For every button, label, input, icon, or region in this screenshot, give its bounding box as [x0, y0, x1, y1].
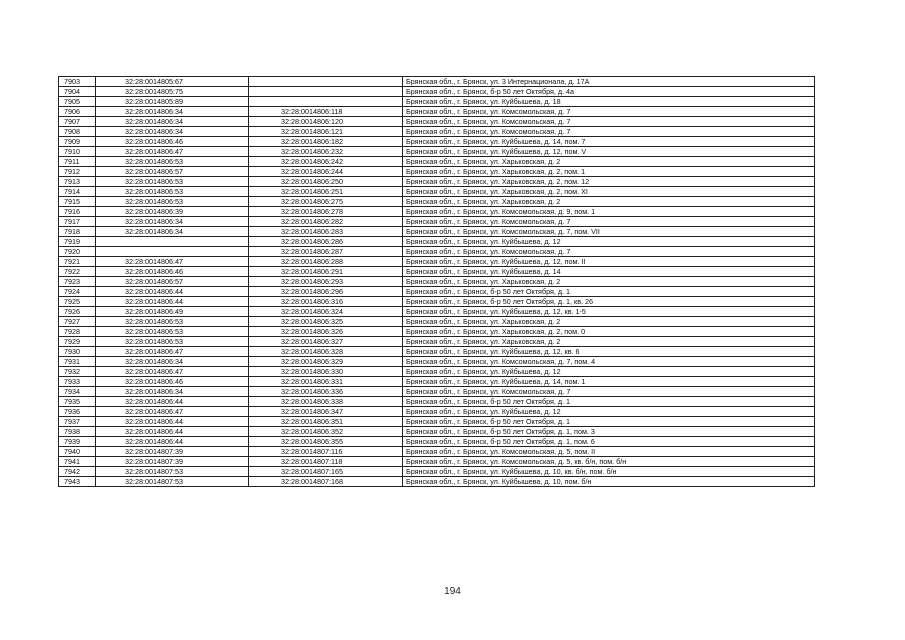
- cadastral-number-parent-cell: 32:28:0014806:34: [96, 387, 249, 397]
- cadastral-number-parent-cell: 32:28:0014806:47: [96, 257, 249, 267]
- row-number-cell: 7939: [59, 437, 96, 447]
- row-number-cell: 7927: [59, 317, 96, 327]
- table-row: [59, 187, 815, 197]
- cadastral-number-cell: 32:28:0014806:336: [249, 387, 403, 397]
- row-number-cell: 7929: [59, 337, 96, 347]
- table-row: [59, 197, 815, 207]
- row-number-cell: 7931: [59, 357, 96, 367]
- cadastral-number-parent-cell: 32:28:0014806:47: [96, 367, 249, 377]
- row-number-cell: 7908: [59, 127, 96, 137]
- table-row: [59, 447, 815, 457]
- table-row: [59, 87, 815, 97]
- address-cell: Брянская обл., г. Брянск, ул. Комсомольская, д. 7: [403, 217, 815, 227]
- cadastral-number-parent-cell: 32:28:0014806:44: [96, 417, 249, 427]
- cadastral-number-cell: 32:28:0014806:288: [249, 257, 403, 267]
- cadastral-number-parent-cell: 32:28:0014806:46: [96, 137, 249, 147]
- row-number-cell: 7936: [59, 407, 96, 417]
- row-number-cell: 7903: [59, 77, 96, 87]
- table-row: [59, 287, 815, 297]
- cadastral-number-parent-cell: 32:28:0014806:34: [96, 357, 249, 367]
- cadastral-number-parent-cell: 32:28:0014807:53: [96, 467, 249, 477]
- table-row: [59, 107, 815, 117]
- cadastral-number-cell: 32:28:0014806:325: [249, 317, 403, 327]
- address-cell: Брянская обл., г. Брянск, б-р 50 лет Октября, д. 1, пом. 6: [403, 437, 815, 447]
- cadastral-number-cell: 32:28:0014806:287: [249, 247, 403, 257]
- address-cell: Брянская обл., г. Брянск, ул. Куйбышева, д. 14, пом. 7: [403, 137, 815, 147]
- cadastral-number-parent-cell: 32:28:0014806:34: [96, 127, 249, 137]
- cadastral-number-cell: 32:28:0014806:355: [249, 437, 403, 447]
- address-cell: Брянская обл., г. Брянск, ул. Куйбышева, д. 10, пом. б/н: [403, 477, 815, 487]
- address-cell: Брянская обл., г. Брянск, ул. Харьковская, д. 2: [403, 317, 815, 327]
- registry-table-body: [59, 77, 815, 487]
- address-cell: Брянская обл., г. Брянск, ул. Комсомольская, д. 7: [403, 117, 815, 127]
- cadastral-number-cell: 32:28:0014806:347: [249, 407, 403, 417]
- address-cell: Брянская обл., г. Брянск, б-р 50 лет Октября, д. 1: [403, 417, 815, 427]
- cadastral-number-parent-cell: 32:28:0014805:67: [96, 77, 249, 87]
- address-cell: Брянская обл., г. Брянск, ул. Куйбышева, д. 12, пом. V: [403, 147, 815, 157]
- row-number-cell: 7912: [59, 167, 96, 177]
- address-cell: Брянская обл., г. Брянск, ул. Харьковская, д. 2: [403, 337, 815, 347]
- address-cell: Брянская обл., г. Брянск, ул. Комсомольская, д. 7: [403, 127, 815, 137]
- cadastral-number-cell: 32:28:0014806:296: [249, 287, 403, 297]
- cadastral-number-cell: 32:28:0014806:121: [249, 127, 403, 137]
- table-row: [59, 397, 815, 407]
- table-row: [59, 417, 815, 427]
- row-number-cell: 7904: [59, 87, 96, 97]
- table-row: [59, 347, 815, 357]
- cadastral-number-cell: [249, 77, 403, 87]
- cadastral-number-parent-cell: 32:28:0014806:47: [96, 407, 249, 417]
- table-row: [59, 157, 815, 167]
- cadastral-number-parent-cell: 32:28:0014806:53: [96, 157, 249, 167]
- address-cell: Брянская обл., г. Брянск, ул. Харьковская, д. 2, пом. 1: [403, 167, 815, 177]
- cadastral-number-parent-cell: 32:28:0014807:39: [96, 457, 249, 467]
- address-cell: Брянская обл., г. Брянск, ул. Куйбышева, д. 12, кв. 1-5: [403, 307, 815, 317]
- row-number-cell: 7920: [59, 247, 96, 257]
- table-row: [59, 467, 815, 477]
- cadastral-number-parent-cell: 32:28:0014806:34: [96, 217, 249, 227]
- table-row: [59, 357, 815, 367]
- row-number-cell: 7915: [59, 197, 96, 207]
- cadastral-number-cell: 32:28:0014807:168: [249, 477, 403, 487]
- table-row: [59, 337, 815, 347]
- row-number-cell: 7934: [59, 387, 96, 397]
- cadastral-number-parent-cell: 32:28:0014806:46: [96, 377, 249, 387]
- cadastral-number-cell: 32:28:0014806:352: [249, 427, 403, 437]
- cadastral-number-parent-cell: 32:28:0014806:34: [96, 117, 249, 127]
- address-cell: Брянская обл., г. Брянск, ул. Куйбышева, д. 12, кв. 6: [403, 347, 815, 357]
- cadastral-number-parent-cell: [96, 237, 249, 247]
- cadastral-number-cell: 32:28:0014806:286: [249, 237, 403, 247]
- cadastral-number-parent-cell: 32:28:0014806:57: [96, 167, 249, 177]
- table-row: [59, 277, 815, 287]
- cadastral-number-cell: 32:28:0014807:165: [249, 467, 403, 477]
- page-number: 194: [444, 586, 461, 597]
- cadastral-number-cell: 32:28:0014806:331: [249, 377, 403, 387]
- row-number-cell: 7906: [59, 107, 96, 117]
- address-cell: Брянская обл., г. Брянск, ул. Харьковская, д. 2, пом. 12: [403, 177, 815, 187]
- address-cell: Брянская обл., г. Брянск, ул. Куйбышева, д. 12: [403, 237, 815, 247]
- table-row: [59, 207, 815, 217]
- table-row: [59, 117, 815, 127]
- cadastral-number-cell: 32:28:0014806:327: [249, 337, 403, 347]
- table-row: [59, 127, 815, 137]
- cadastral-number-parent-cell: 32:28:0014806:53: [96, 317, 249, 327]
- cadastral-number-cell: 32:28:0014806:278: [249, 207, 403, 217]
- address-cell: Брянская обл., г. Брянск, ул. Куйбышева, д. 18: [403, 97, 815, 107]
- table-row: [59, 257, 815, 267]
- row-number-cell: 7921: [59, 257, 96, 267]
- cadastral-number-cell: 32:28:0014806:338: [249, 397, 403, 407]
- cadastral-number-parent-cell: 32:28:0014806:34: [96, 107, 249, 117]
- cadastral-number-cell: 32:28:0014806:291: [249, 267, 403, 277]
- address-cell: Брянская обл., г. Брянск, ул. Харьковская, д. 2: [403, 197, 815, 207]
- address-cell: Брянская обл., г. Брянск, ул. Комсомольская, д. 5, кв. б/н, пом. б/н: [403, 457, 815, 467]
- table-row: [59, 437, 815, 447]
- cadastral-number-parent-cell: 32:28:0014805:89: [96, 97, 249, 107]
- table-row: [59, 97, 815, 107]
- cadastral-number-cell: [249, 97, 403, 107]
- address-cell: Брянская обл., г. Брянск, ул. Комсомольская, д. 7, пом. VII: [403, 227, 815, 237]
- row-number-cell: 7909: [59, 137, 96, 147]
- cadastral-number-parent-cell: 32:28:0014806:34: [96, 227, 249, 237]
- row-number-cell: 7913: [59, 177, 96, 187]
- cadastral-number-cell: 32:28:0014806:275: [249, 197, 403, 207]
- address-cell: Брянская обл., г. Брянск, ул. Комсомольская, д. 7: [403, 107, 815, 117]
- row-number-cell: 7935: [59, 397, 96, 407]
- cadastral-number-parent-cell: 32:28:0014806:53: [96, 177, 249, 187]
- cadastral-number-cell: 32:28:0014806:324: [249, 307, 403, 317]
- row-number-cell: 7916: [59, 207, 96, 217]
- table-row: [59, 217, 815, 227]
- address-cell: Брянская обл., г. Брянск, ул. Харьковская, д. 2, пом. 0: [403, 327, 815, 337]
- row-number-cell: 7917: [59, 217, 96, 227]
- address-cell: Брянская обл., г. Брянск, ул. Куйбышева, д. 10, кв. б/н, пом. б/н: [403, 467, 815, 477]
- address-cell: Брянская обл., г. Брянск, ул. Куйбышева, д. 12: [403, 367, 815, 377]
- table-row: [59, 307, 815, 317]
- cadastral-number-parent-cell: 32:28:0014807:53: [96, 477, 249, 487]
- address-cell: Брянская обл., г. Брянск, ул. Куйбышева, д. 12, пом. II: [403, 257, 815, 267]
- cadastral-number-parent-cell: 32:28:0014806:57: [96, 277, 249, 287]
- table-row: [59, 407, 815, 417]
- address-cell: Брянская обл., г. Брянск, ул. Куйбышева, д. 14, пом. 1: [403, 377, 815, 387]
- address-cell: Брянская обл., г. Брянск, ул. 3 Интернационала, д. 17А: [403, 77, 815, 87]
- address-cell: Брянская обл., г. Брянск, б-р 50 лет Октября, д. 1, кв. 26: [403, 297, 815, 307]
- table-row: [59, 227, 815, 237]
- table-row: [59, 167, 815, 177]
- row-number-cell: 7923: [59, 277, 96, 287]
- cadastral-number-cell: 32:28:0014806:351: [249, 417, 403, 427]
- table-row: [59, 377, 815, 387]
- table-row: [59, 247, 815, 257]
- cadastral-number-parent-cell: 32:28:0014806:53: [96, 327, 249, 337]
- row-number-cell: 7930: [59, 347, 96, 357]
- row-number-cell: 7922: [59, 267, 96, 277]
- table-row: [59, 147, 815, 157]
- cadastral-number-cell: 32:28:0014806:326: [249, 327, 403, 337]
- cadastral-number-cell: 32:28:0014806:242: [249, 157, 403, 167]
- row-number-cell: 7911: [59, 157, 96, 167]
- table-row: [59, 327, 815, 337]
- table-row: [59, 297, 815, 307]
- row-number-cell: 7933: [59, 377, 96, 387]
- registry-table: [58, 76, 815, 487]
- cadastral-number-parent-cell: 32:28:0014806:46: [96, 267, 249, 277]
- table-row: [59, 387, 815, 397]
- cadastral-number-cell: 32:28:0014806:250: [249, 177, 403, 187]
- row-number-cell: 7910: [59, 147, 96, 157]
- cadastral-number-cell: 32:28:0014807:116: [249, 447, 403, 457]
- row-number-cell: 7926: [59, 307, 96, 317]
- cadastral-number-cell: 32:28:0014806:328: [249, 347, 403, 357]
- address-cell: Брянская обл., г. Брянск, ул. Комсомольская, д. 7, пом. 4: [403, 357, 815, 367]
- cadastral-number-parent-cell: [96, 247, 249, 257]
- cadastral-number-parent-cell: 32:28:0014806:49: [96, 307, 249, 317]
- address-cell: Брянская обл., г. Брянск, б-р 50 лет Октября, д. 1: [403, 397, 815, 407]
- cadastral-number-cell: 32:28:0014806:283: [249, 227, 403, 237]
- address-cell: Брянская обл., г. Брянск, ул. Комсомольская, д. 7: [403, 387, 815, 397]
- cadastral-number-cell: [249, 87, 403, 97]
- cadastral-number-cell: 32:28:0014806:182: [249, 137, 403, 147]
- row-number-cell: 7924: [59, 287, 96, 297]
- row-number-cell: 7928: [59, 327, 96, 337]
- address-cell: Брянская обл., г. Брянск, ул. Комсомольская, д. 9, пом. 1: [403, 207, 815, 217]
- row-number-cell: 7937: [59, 417, 96, 427]
- table-row: [59, 267, 815, 277]
- table-row: [59, 177, 815, 187]
- address-cell: Брянская обл., г. Брянск, б-р 50 лет Октября, д. 1: [403, 287, 815, 297]
- row-number-cell: 7918: [59, 227, 96, 237]
- cadastral-number-cell: 32:28:0014806:329: [249, 357, 403, 367]
- address-cell: Брянская обл., г. Брянск, ул. Куйбышева, д. 14: [403, 267, 815, 277]
- cadastral-number-parent-cell: 32:28:0014806:44: [96, 287, 249, 297]
- table-row: [59, 137, 815, 147]
- table-row: [59, 457, 815, 467]
- cadastral-number-cell: 32:28:0014806:244: [249, 167, 403, 177]
- row-number-cell: 7943: [59, 477, 96, 487]
- row-number-cell: 7942: [59, 467, 96, 477]
- row-number-cell: 7940: [59, 447, 96, 457]
- address-cell: Брянская обл., г. Брянск, ул. Комсомольская, д. 5, пом. II: [403, 447, 815, 457]
- cadastral-number-cell: 32:28:0014807:118: [249, 457, 403, 467]
- row-number-cell: 7932: [59, 367, 96, 377]
- cadastral-number-cell: 32:28:0014806:120: [249, 117, 403, 127]
- cadastral-number-parent-cell: 32:28:0014806:44: [96, 437, 249, 447]
- cadastral-number-parent-cell: 32:28:0014806:47: [96, 147, 249, 157]
- row-number-cell: 7907: [59, 117, 96, 127]
- row-number-cell: 7919: [59, 237, 96, 247]
- cadastral-number-cell: 32:28:0014806:118: [249, 107, 403, 117]
- cadastral-number-cell: 32:28:0014806:293: [249, 277, 403, 287]
- cadastral-number-parent-cell: 32:28:0014806:44: [96, 397, 249, 407]
- address-cell: Брянская обл., г. Брянск, ул. Харьковская, д. 2: [403, 157, 815, 167]
- row-number-cell: 7938: [59, 427, 96, 437]
- cadastral-number-cell: 32:28:0014806:282: [249, 217, 403, 227]
- address-cell: Брянская обл., г. Брянск, б-р 50 лет Октября, д. 1, пом. 3: [403, 427, 815, 437]
- table-row: [59, 237, 815, 247]
- cadastral-number-parent-cell: 32:28:0014806:53: [96, 337, 249, 347]
- cadastral-number-parent-cell: 32:28:0014806:39: [96, 207, 249, 217]
- table-row: [59, 317, 815, 327]
- row-number-cell: 7914: [59, 187, 96, 197]
- cadastral-number-parent-cell: 32:28:0014807:39: [96, 447, 249, 457]
- row-number-cell: 7941: [59, 457, 96, 467]
- row-number-cell: 7925: [59, 297, 96, 307]
- cadastral-number-parent-cell: 32:28:0014806:53: [96, 187, 249, 197]
- cadastral-number-parent-cell: 32:28:0014806:53: [96, 197, 249, 207]
- address-cell: Брянская обл., г. Брянск, ул. Куйбышева, д. 12: [403, 407, 815, 417]
- cadastral-number-parent-cell: 32:28:0014806:47: [96, 347, 249, 357]
- row-number-cell: 7905: [59, 97, 96, 107]
- cadastral-number-parent-cell: 32:28:0014806:44: [96, 427, 249, 437]
- table-row: [59, 477, 815, 487]
- address-cell: Брянская обл., г. Брянск, ул. Комсомольская, д. 7: [403, 247, 815, 257]
- address-cell: Брянская обл., г. Брянск, б-р 50 лет Октября, д. 4а: [403, 87, 815, 97]
- cadastral-number-parent-cell: 32:28:0014806:44: [96, 297, 249, 307]
- table-row: [59, 367, 815, 377]
- address-cell: Брянская обл., г. Брянск, ул. Харьковская, д. 2, пом. XI: [403, 187, 815, 197]
- cadastral-number-cell: 32:28:0014806:232: [249, 147, 403, 157]
- cadastral-number-cell: 32:28:0014806:316: [249, 297, 403, 307]
- table-row: [59, 77, 815, 87]
- cadastral-number-cell: 32:28:0014806:251: [249, 187, 403, 197]
- cadastral-number-cell: 32:28:0014806:330: [249, 367, 403, 377]
- table-row: [59, 427, 815, 437]
- address-cell: Брянская обл., г. Брянск, ул. Харьковская, д. 2: [403, 277, 815, 287]
- cadastral-number-parent-cell: 32:28:0014805:75: [96, 87, 249, 97]
